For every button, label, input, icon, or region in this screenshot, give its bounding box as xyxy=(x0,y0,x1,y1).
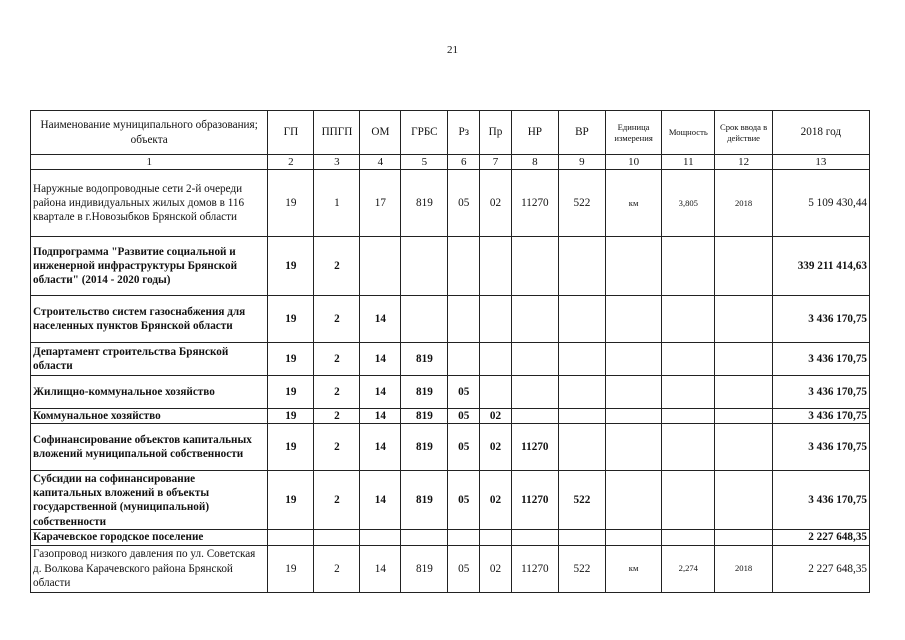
row-om-cell: 14 xyxy=(360,424,401,471)
row-ppgp-cell: 2 xyxy=(314,545,360,592)
row-name-cell: Подпрограмма "Развитие социальной и инженерной инфраструктуры Брянской области" (2014 - 2020 годы) xyxy=(31,237,268,296)
column-number: 12 xyxy=(715,155,772,170)
row-name-cell: Строительство систем газоснабжения для населенных пунктов Брянской области xyxy=(31,296,268,343)
row-nr-cell xyxy=(511,376,558,409)
column-number: 9 xyxy=(558,155,605,170)
row-term-cell xyxy=(715,530,772,545)
row-pr-cell: 02 xyxy=(480,424,512,471)
header-nr: НР xyxy=(511,111,558,155)
row-name-cell: Софинансирование объектов капитальных вложений муниципальной собственности xyxy=(31,424,268,471)
header-rz: Рз xyxy=(448,111,480,155)
row-rz-cell: 05 xyxy=(448,471,480,530)
row-rz-cell: 05 xyxy=(448,170,480,237)
column-number: 3 xyxy=(314,155,360,170)
row-vr-cell xyxy=(558,376,605,409)
row-rz-cell xyxy=(448,237,480,296)
row-nr-cell xyxy=(511,343,558,376)
row-gp-cell: 19 xyxy=(268,376,314,409)
row-name-cell: Карачевское городское поселение xyxy=(31,530,268,545)
column-number: 7 xyxy=(480,155,512,170)
row-grbs-cell: 819 xyxy=(401,424,448,471)
row-unit-cell xyxy=(605,471,661,530)
row-term-cell: 2018 xyxy=(715,170,772,237)
row-vr-cell: 522 xyxy=(558,545,605,592)
row-amount-cell: 3 436 170,75 xyxy=(772,343,869,376)
row-name-cell: Жилищно-коммунальное хозяйство xyxy=(31,376,268,409)
row-rz-cell xyxy=(448,530,480,545)
row-om-cell: 14 xyxy=(360,376,401,409)
row-ppgp-cell: 2 xyxy=(314,296,360,343)
row-om-cell: 14 xyxy=(360,471,401,530)
row-name-cell: Субсидии на софинансирование капитальных вложений в объекты государственной (муниципальной) собственности xyxy=(31,471,268,530)
column-number: 5 xyxy=(401,155,448,170)
column-number: 13 xyxy=(772,155,869,170)
row-vr-cell xyxy=(558,409,605,424)
row-nr-cell: 11270 xyxy=(511,471,558,530)
row-nr-cell xyxy=(511,409,558,424)
row-pr-cell: 02 xyxy=(480,545,512,592)
row-grbs-cell: 819 xyxy=(401,409,448,424)
row-name-cell: Коммунальное хозяйство xyxy=(31,409,268,424)
header-gp: ГП xyxy=(268,111,314,155)
row-om-cell xyxy=(360,237,401,296)
row-amount-cell: 3 436 170,75 xyxy=(772,424,869,471)
row-unit-cell xyxy=(605,343,661,376)
row-name-cell: Наружные водопроводные сети 2-й очереди района индивидуальных жилых домов в 116 квартале в г.Новозыбков Брянской области xyxy=(31,170,268,237)
row-grbs-cell xyxy=(401,237,448,296)
row-unit-cell xyxy=(605,296,661,343)
row-gp-cell: 19 xyxy=(268,471,314,530)
row-om-cell: 14 xyxy=(360,343,401,376)
row-vr-cell: 522 xyxy=(558,170,605,237)
row-rz-cell: 05 xyxy=(448,545,480,592)
row-grbs-cell: 819 xyxy=(401,343,448,376)
row-capacity-cell xyxy=(662,296,715,343)
row-ppgp-cell: 2 xyxy=(314,424,360,471)
row-term-cell xyxy=(715,471,772,530)
row-amount-cell: 3 436 170,75 xyxy=(772,471,869,530)
row-vr-cell xyxy=(558,343,605,376)
row-rz-cell: 05 xyxy=(448,424,480,471)
row-amount-cell: 5 109 430,44 xyxy=(772,170,869,237)
row-term-cell xyxy=(715,237,772,296)
row-om-cell: 14 xyxy=(360,545,401,592)
row-grbs-cell xyxy=(401,530,448,545)
row-name-cell: Газопровод низкого давления по ул. Советская д. Волкова Карачевского района Брянской области xyxy=(31,545,268,592)
row-ppgp-cell: 2 xyxy=(314,376,360,409)
column-number: 8 xyxy=(511,155,558,170)
row-name-cell: Департамент строительства Брянской области xyxy=(31,343,268,376)
row-pr-cell xyxy=(480,237,512,296)
budget-table xyxy=(30,110,870,593)
row-gp-cell: 19 xyxy=(268,545,314,592)
row-om-cell: 17 xyxy=(360,170,401,237)
row-grbs-cell: 819 xyxy=(401,376,448,409)
table-row xyxy=(31,343,870,376)
row-ppgp-cell: 2 xyxy=(314,471,360,530)
row-om-cell xyxy=(360,530,401,545)
row-amount-cell: 3 436 170,75 xyxy=(772,376,869,409)
row-nr-cell: 11270 xyxy=(511,545,558,592)
row-amount-cell: 3 436 170,75 xyxy=(772,296,869,343)
row-term-cell xyxy=(715,376,772,409)
table-row xyxy=(31,424,870,471)
table-row xyxy=(31,237,870,296)
row-amount-cell: 2 227 648,35 xyxy=(772,530,869,545)
table-row xyxy=(31,471,870,530)
row-pr-cell xyxy=(480,296,512,343)
row-capacity-cell xyxy=(662,471,715,530)
row-capacity-cell: 2,274 xyxy=(662,545,715,592)
row-rz-cell: 05 xyxy=(448,376,480,409)
column-number: 1 xyxy=(31,155,268,170)
header-unit: Единица измерения xyxy=(605,111,661,155)
row-vr-cell: 522 xyxy=(558,471,605,530)
table-row xyxy=(31,170,870,237)
row-pr-cell xyxy=(480,343,512,376)
row-vr-cell xyxy=(558,530,605,545)
row-unit-cell: км xyxy=(605,545,661,592)
row-capacity-cell xyxy=(662,343,715,376)
column-number: 11 xyxy=(662,155,715,170)
row-pr-cell xyxy=(480,376,512,409)
column-number: 4 xyxy=(360,155,401,170)
header-vr: ВР xyxy=(558,111,605,155)
row-capacity-cell xyxy=(662,237,715,296)
row-ppgp-cell xyxy=(314,530,360,545)
row-capacity-cell xyxy=(662,530,715,545)
row-gp-cell: 19 xyxy=(268,409,314,424)
row-unit-cell xyxy=(605,376,661,409)
row-unit-cell xyxy=(605,424,661,471)
row-gp-cell: 19 xyxy=(268,170,314,237)
row-unit-cell xyxy=(605,237,661,296)
row-gp-cell xyxy=(268,530,314,545)
row-nr-cell xyxy=(511,237,558,296)
row-nr-cell: 11270 xyxy=(511,424,558,471)
row-om-cell: 14 xyxy=(360,296,401,343)
row-vr-cell xyxy=(558,424,605,471)
row-capacity-cell xyxy=(662,424,715,471)
column-number: 6 xyxy=(448,155,480,170)
row-grbs-cell: 819 xyxy=(401,545,448,592)
table-row xyxy=(31,545,870,592)
row-grbs-cell xyxy=(401,296,448,343)
header-name: Наименование муниципального образования; объекта xyxy=(31,111,268,155)
header-amount: 2018 год xyxy=(772,111,869,155)
header-pr: Пр xyxy=(480,111,512,155)
row-term-cell xyxy=(715,343,772,376)
row-ppgp-cell: 2 xyxy=(314,409,360,424)
row-term-cell: 2018 xyxy=(715,545,772,592)
row-rz-cell: 05 xyxy=(448,409,480,424)
row-term-cell xyxy=(715,409,772,424)
row-pr-cell: 02 xyxy=(480,170,512,237)
header-capacity: Мощность xyxy=(662,111,715,155)
row-unit-cell xyxy=(605,409,661,424)
row-amount-cell: 339 211 414,63 xyxy=(772,237,869,296)
row-ppgp-cell: 1 xyxy=(314,170,360,237)
row-om-cell: 14 xyxy=(360,409,401,424)
page-number: 21 xyxy=(447,44,458,56)
header-term: Срок ввода в действие xyxy=(715,111,772,155)
header-row xyxy=(31,111,870,155)
row-unit-cell xyxy=(605,530,661,545)
row-vr-cell xyxy=(558,296,605,343)
table-row xyxy=(31,409,870,424)
row-gp-cell: 19 xyxy=(268,237,314,296)
header-om: ОМ xyxy=(360,111,401,155)
row-grbs-cell: 819 xyxy=(401,170,448,237)
row-term-cell xyxy=(715,296,772,343)
row-pr-cell: 02 xyxy=(480,471,512,530)
row-grbs-cell: 819 xyxy=(401,471,448,530)
row-amount-cell: 2 227 648,35 xyxy=(772,545,869,592)
row-gp-cell: 19 xyxy=(268,424,314,471)
row-ppgp-cell: 2 xyxy=(314,237,360,296)
row-ppgp-cell: 2 xyxy=(314,343,360,376)
row-capacity-cell xyxy=(662,376,715,409)
row-amount-cell: 3 436 170,75 xyxy=(772,409,869,424)
row-vr-cell xyxy=(558,237,605,296)
row-nr-cell: 11270 xyxy=(511,170,558,237)
row-pr-cell: 02 xyxy=(480,409,512,424)
table-row xyxy=(31,296,870,343)
row-rz-cell xyxy=(448,343,480,376)
row-gp-cell: 19 xyxy=(268,343,314,376)
row-pr-cell xyxy=(480,530,512,545)
column-number: 2 xyxy=(268,155,314,170)
header-ppgp: ППГП xyxy=(314,111,360,155)
row-unit-cell: км xyxy=(605,170,661,237)
row-nr-cell xyxy=(511,530,558,545)
header-grbs: ГРБС xyxy=(401,111,448,155)
column-number: 10 xyxy=(605,155,661,170)
row-capacity-cell: 3,805 xyxy=(662,170,715,237)
table-row xyxy=(31,376,870,409)
row-gp-cell: 19 xyxy=(268,296,314,343)
row-rz-cell xyxy=(448,296,480,343)
row-term-cell xyxy=(715,424,772,471)
row-capacity-cell xyxy=(662,409,715,424)
table-row xyxy=(31,530,870,545)
column-number-row xyxy=(31,155,870,170)
row-nr-cell xyxy=(511,296,558,343)
